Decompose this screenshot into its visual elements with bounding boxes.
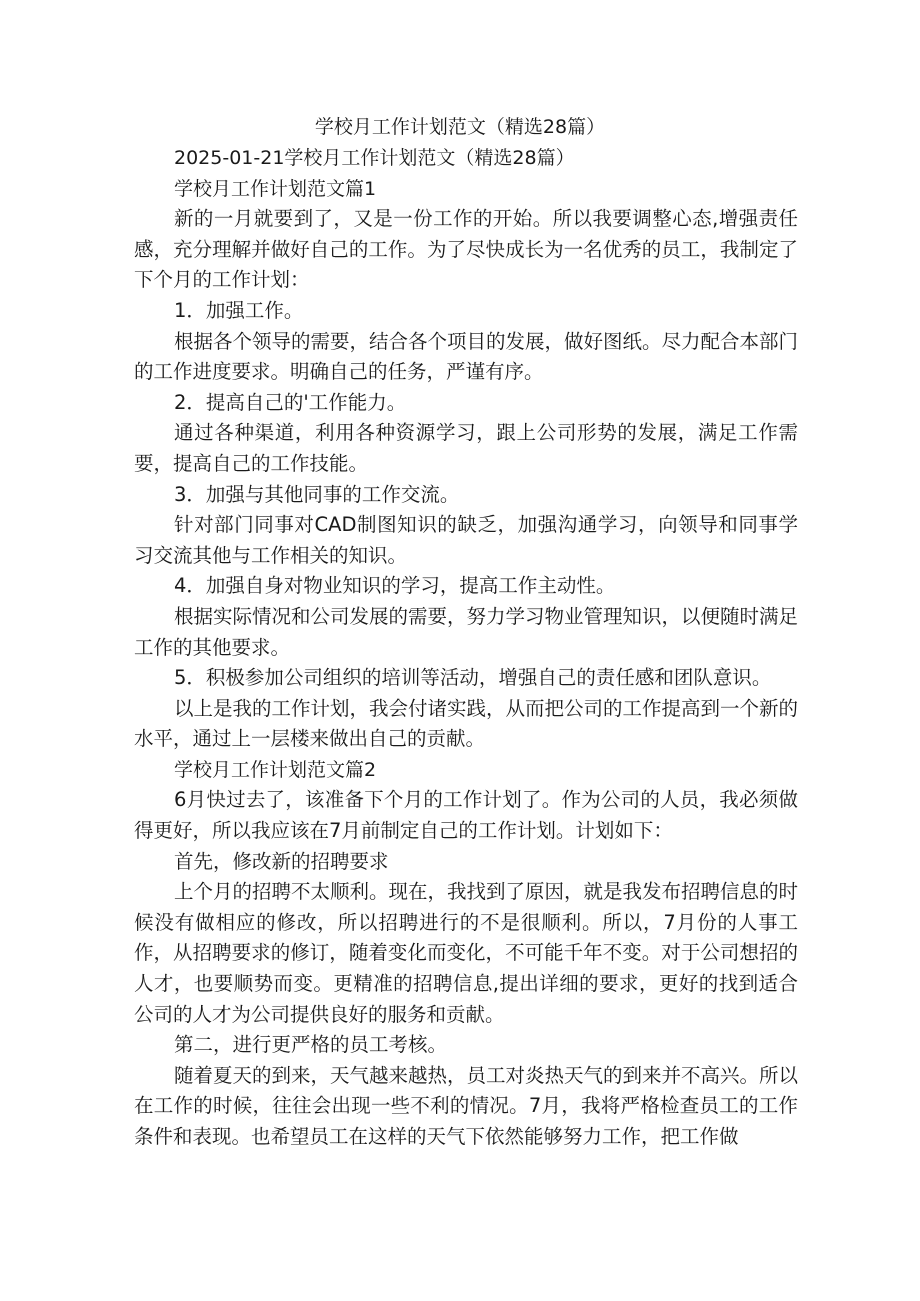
paragraph: 新的一月就要到了，又是一份工作的开始。所以我要调整心态,增强责任感，充分理解并做好自己的工作。为了尽快成长为一名优秀的员工，我制定了下个月的工作计划： <box>134 207 798 292</box>
list-item-3: 3．加强与其他同事的工作交流。 <box>174 482 460 506</box>
list-item-5: 5．积极参加公司组织的培训等活动，增强自己的责任感和团队意识。 <box>174 666 772 690</box>
list-item-1: 1．加强工作。 <box>174 298 304 322</box>
section-heading-2: 学校月工作计划范文篇2 <box>174 758 377 781</box>
paragraph: 根据实际情况和公司发展的需要，努力学习物业管理知识，以便随时满足工作的其他要求。 <box>134 604 799 659</box>
paragraph: 第二，进行更严格的员工考核。 <box>174 1033 448 1057</box>
section-heading-1: 学校月工作计划范文篇1 <box>174 177 377 200</box>
list-item-4: 4．加强自身对物业知识的学习，提高工作主动性。 <box>174 574 616 598</box>
document-body <box>134 143 798 1153</box>
date-title-line: 2025-01-21学校月工作计划范文（精选28篇） <box>174 147 575 169</box>
list-item-2: 2．提高自己的'工作能力。 <box>174 390 407 414</box>
paragraph: 根据各个领导的需要，结合各个项目的发展，做好图纸。尽力配合本部门的工作进度要求。明确自己的任务，严谨有序。 <box>134 329 799 384</box>
paragraph: 针对部门同事对CAD制图知识的缺乏，加强沟通学习，向领导和同事学习交流其他与工作相关的知识。 <box>134 513 798 567</box>
paragraph: 首先，修改新的招聘要求 <box>174 849 389 873</box>
paragraph: 上个月的招聘不太顺利。现在，我找到了原因，就是我发布招聘信息的时候没有做相应的修改，所以招聘进行的不是很顺利。所以，7月份的人事工作，从招聘要求的修订，随着变化而变化，不可能千年不变。对于公司想招的人才，也要顺势而变。更精准的招聘信息,提出详细的要求，更好的找到适合公司的人才为公司提供良好的服务和贡献。 <box>134 880 799 1026</box>
paragraph: 6月快过去了，该准备下个月的工作计划了。作为公司的人员，我必须做得更好，所以我应该在7月前制定自己的工作计划。计划如下： <box>134 788 798 843</box>
paragraph: 随着夏天的到来，天气越来越热，员工对炎热天气的到来并不高兴。所以在工作的时候，往往会出现一些不利的情况。7月，我将严格检查员工的工作条件和表现。也希望员工在这样的天气下依然能够努力工作，把工作做 <box>134 1063 799 1148</box>
document-title: 学校月工作计划范文（精选28篇） <box>314 116 606 138</box>
paragraph: 通过各种渠道，利用各种资源学习，跟上公司形势的发展，满足工作需要，提高自己的工作技能。 <box>134 421 798 475</box>
paragraph: 以上是我的工作计划，我会付诸实践，从而把公司的工作提高到一个新的水平，通过上一层楼来做出自己的贡献。 <box>134 696 799 751</box>
